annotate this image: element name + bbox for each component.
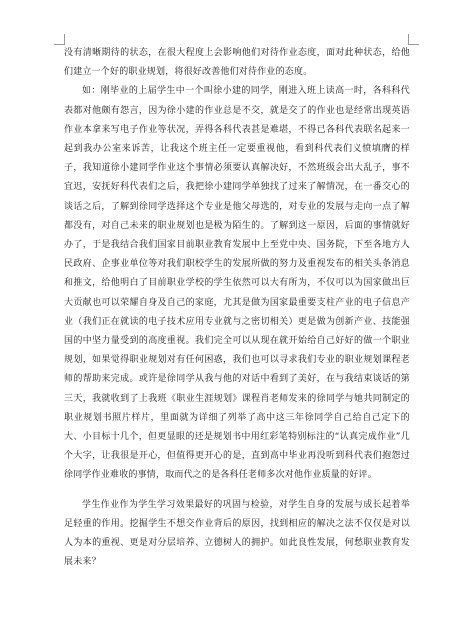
paragraph-1: 没有清晰期待的状态，在很大程度上会影响他们对待作业态度，面对此种状态，给他们建立一个好的职业规划，将很好改善他们对待作业的态度。	[64, 48, 410, 78]
document-body	[64, 44, 410, 572]
paragraph-2: 如：刚毕业的上届学生中一个叫徐小建的同学，刚进入班上读高一时，各科科代表都对他颇有怨言，因为徐小建的作业总是不交，就是交了的作业也是经常出现英语作业本拿来写电子作业等状况，弄得各科代表甚是难堪，不得已各科代表联名起来一起到我办公室来诉苦，让我这个班主任一定要重视他，看到科代表们义愤填膺的样子，我知道徐小建同学作业这个事情必须要认真解决好，不然班级会出大乱子，事不宜迟，安抚好科代表们之后，我把徐小建同学单独找了过来了解情况，在一番交心的谈话之后，了解到徐同学选择这个专业是他父母选的，对专业的发展与走向一点了解都没有，对自己未来的职业规划也是极为陌生的。了解到这一原因，后面的事情就好办了，于是我结合我们国家目前职业教育发展中上至党中央、国务院，下至各地方人民政府、企事业单位等对我们职校学生的发展所做的努力及重视发布的相关头条消息和推文，给他明白了目前职业学校的学生依然可以大有所为，不仅可以为国家做出巨大贡献也可以荣耀自身及自己的家庭，尤其是做为国家最重要支柱产业的电子信息产业（我们正在就读的电子技术应用专业就与之密切相关）更是做为创新产业、技能强国的中坚力量受到的高度重视。我们完全可以从现在就开始给自己好好的做一个职业规划，如果觉得职业规划对有任何困惑，我们也可以寻求我们专业的职业规划课程老师的帮助来完成。或许是徐同学从我与他的对话中看到了美好，在与我结束谈话的第三天，我就收到了上我班《职业生涯规划》课程肖老师发来的徐同学与她共同制定的职业规划书照片样片，里面就为详细了列举了高中这三年徐同学自己给自己定下的大、小目标十几个，但更显眼的还是规划书中用红彩笔特别标注的“认真完成作业”几个大字，让我很是开心，但值得更开心的是，直到高中毕业再没听到科代表们抱怨过徐同学作业难收的事情，取而代之的是各科任老师多次对他作业质量的好评。	[64, 86, 410, 481]
paragraph-3: 学生作业作为学生学习效果最好的巩固与检验，对学生自身的发展与成长起着举足轻重的作用。挖掘学生不想交作业背后的原因，找到相应的解决之法不仅仅是对以人为本的重视、更是对分层培养、立德树人的拥护。如此良性发展，何愁职业教育发展未来？	[64, 499, 410, 568]
